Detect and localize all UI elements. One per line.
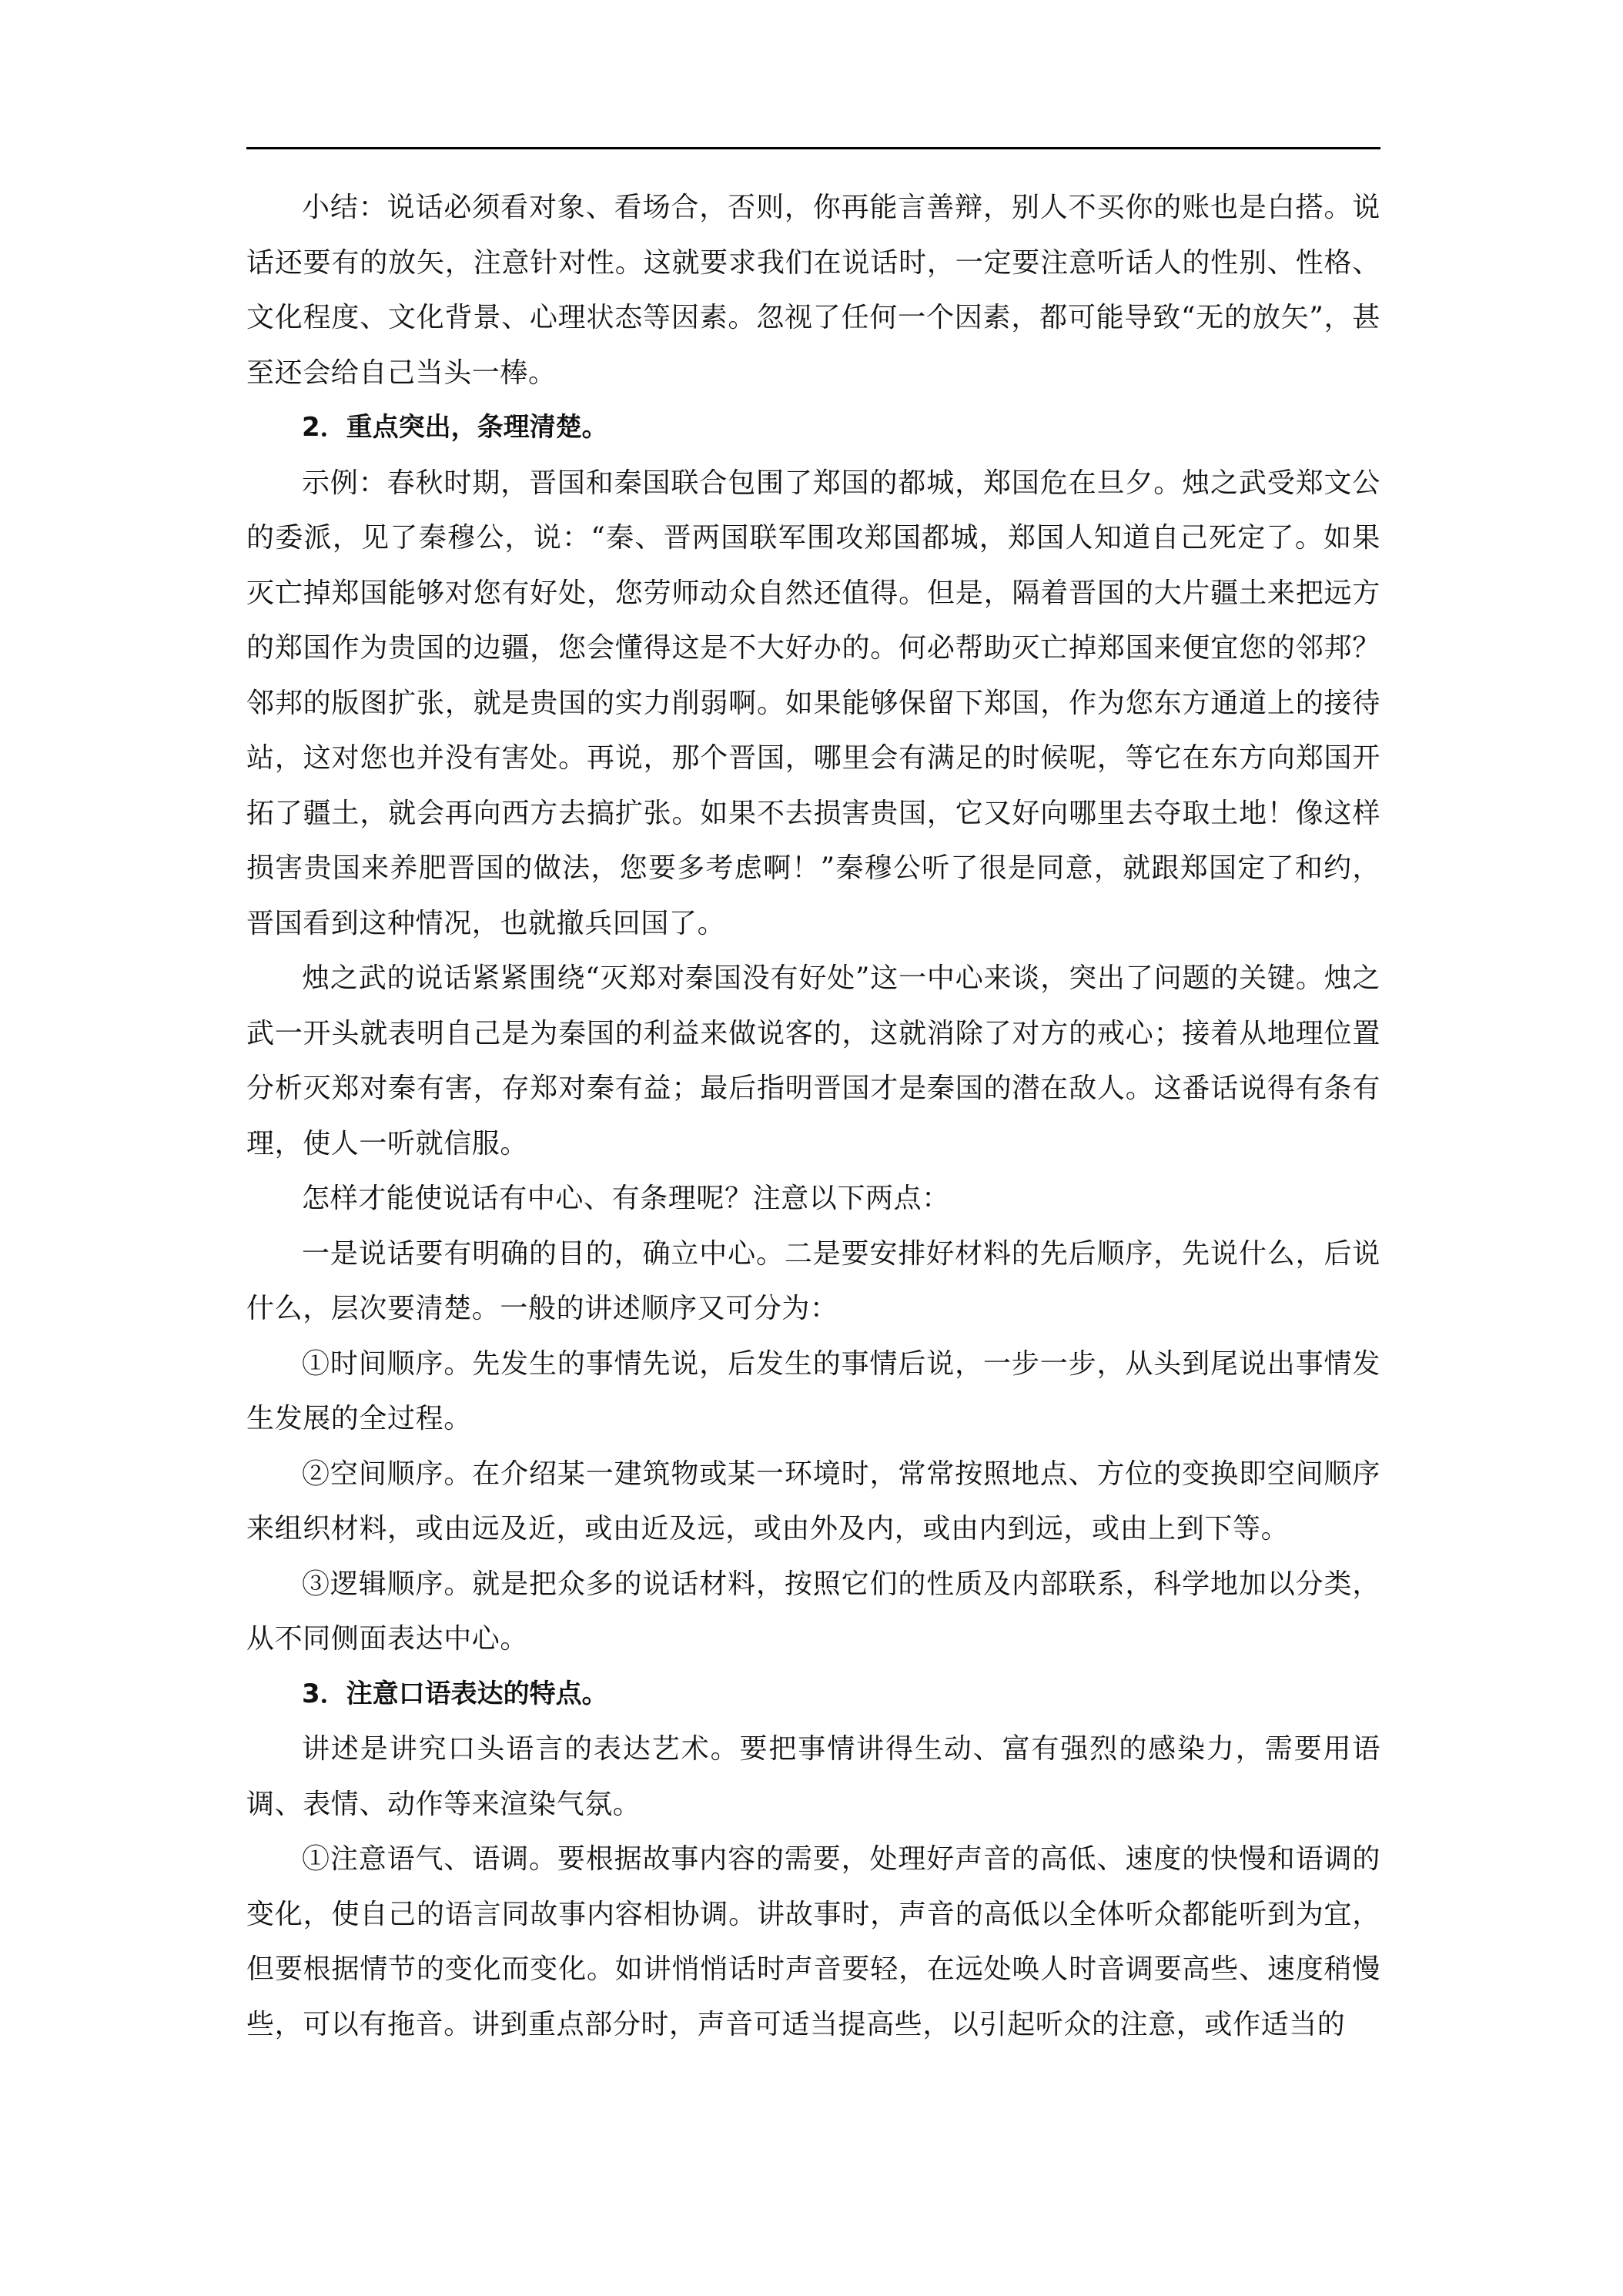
logic-order-item: ③逻辑顺序。就是把众多的说话材料，按照它们的性质及内部联系，科学地加以分类，从不同侧面表达中心。 [246, 1568, 1380, 1655]
points-paragraph: 一是说话要有明确的目的，确立中心。二是要安排好材料的先后顺序，先说什么，后说什么，层次要清楚。一般的讲述顺序又可分为： [246, 1237, 1380, 1324]
header-rule [246, 147, 1380, 149]
example-paragraph: 示例：春秋时期，晋国和秦国联合包围了郑国的都城，郑国危在旦夕。烛之武受郑文公的委派，见了秦穆公，说：“秦、晋两国联军围攻郑国都城，郑国人知道自己死定了。如果灭亡掉郑国能够对您有好处，您劳师动众自然还值得。但是，隔着晋国的大片疆土来把远方的郑国作为贵国的边疆，您会懂得这是不大好办的。何必帮助灭亡掉郑国来便宜您的邻邦？邻邦的版图扩张，就是贵国的实力削弱啊。如果能够保留下郑国，作为您东方通道上的接待站，这对您也并没有害处。再说，那个晋国，哪里会有满足的时候呢，等它在东方向郑国开拓了疆土，就会再向西方去搞扩张。如果不去损害贵国，它又好向哪里去夺取土地！像这样损害贵国来养肥晋国的做法，您要多考虑啊！”秦穆公听了很是同意，就跟郑国定了和约，晋国看到这种情况，也就撤兵回国了。 [246, 467, 1380, 939]
narration-paragraph: 讲述是讲究口头语言的表达艺术。要把事情讲得生动、富有强烈的感染力，需要用语调、表情、动作等来渲染气氛。 [246, 1733, 1380, 1820]
question-paragraph: 怎样才能使说话有中心、有条理呢？注意以下两点： [302, 1183, 950, 1214]
tone-paragraph: ①注意语气、语调。要根据故事内容的需要，处理好声音的高低、速度的快慢和语调的变化，使自己的语言同故事内容相协调。讲故事时，声音的高低以全体听众都能听到为宜，但要根据情节的变化而变化。如讲悄悄话时声音要轻，在远处唤人时音调要高些、速度稍慢些，可以有拖音。讲到重点部分时，声音可适当提高些，以引起听众的注意，或作适当的 [246, 1843, 1380, 2040]
section-heading-3: 3．注意口语表达的特点。 [302, 1678, 608, 1709]
summary-paragraph: 小结：说话必须看对象、看场合，否则，你再能言善辩，别人不买你的账也是白搭。说话还要有的放矢，注意针对性。这就要求我们在说话时，一定要注意听话人的性别、性格、文化程度、文化背景、心理状态等因素。忽视了任何一个因素，都可能导致“无的放矢”，甚至还会给自己当头一棒。 [246, 192, 1380, 389]
analysis-paragraph: 烛之武的说话紧紧围绕“灭郑对秦国没有好处”这一中心来谈，突出了问题的关键。烛之武一开头就表明自己是为秦国的利益来做说客的，这就消除了对方的戒心；接着从地理位置分析灭郑对秦有害，存郑对秦有益；最后指明晋国才是秦国的潜在敌人。这番话说得有条有理，使人一听就信服。 [246, 962, 1380, 1160]
time-order-item: ①时间顺序。先发生的事情先说，后发生的事情后说，一步一步，从头到尾说出事情发生发展的全过程。 [246, 1347, 1380, 1434]
space-order-item: ②空间顺序。在介绍某一建筑物或某一环境时，常常按照地点、方位的变换即空间顺序来组织材料，或由远及近，或由近及远，或由外及内，或由内到远，或由上到下等。 [246, 1458, 1380, 1545]
section-heading-2: 2．重点突出，条理清楚。 [302, 412, 608, 443]
document-body [246, 180, 1380, 2052]
